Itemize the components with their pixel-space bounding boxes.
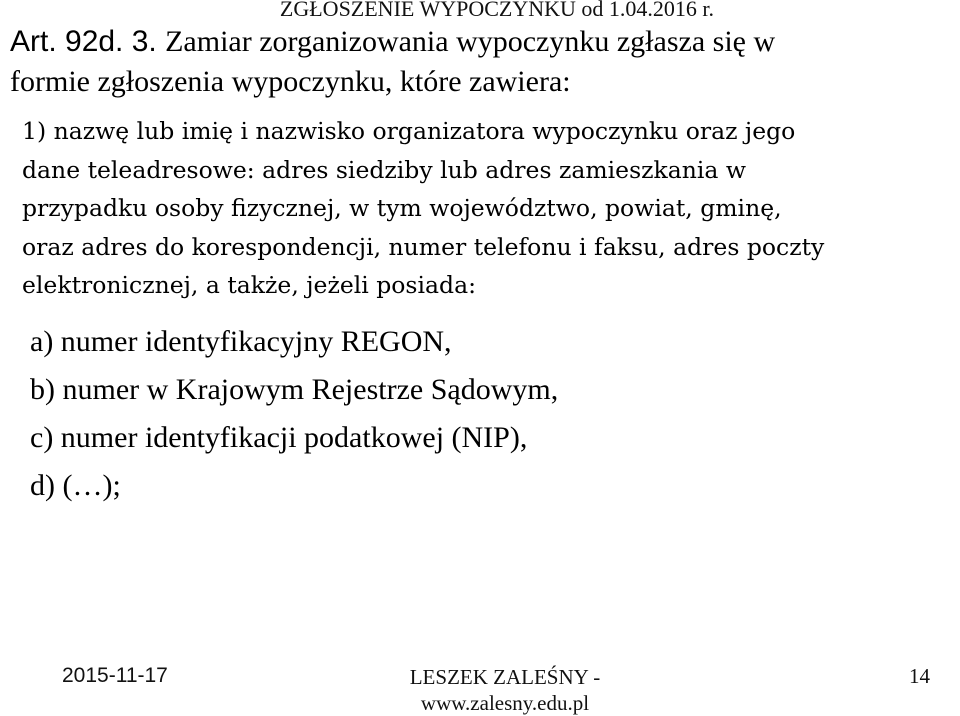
body-paragraph [22,112,957,305]
list-item-d: d) (…); [30,469,121,502]
list-item-a: a) numer identyfikacyjny REGON, [30,325,452,358]
footer-page-number: 14 [909,664,930,688]
body-line: elektronicznej, a także, jeżeli posiada: [22,271,476,299]
title-line-2: formie zgłoszenia wypoczynku, które zawiera: [10,65,571,98]
list-item-b: b) numer w Krajowym Rejestrze Sądowym, [30,373,559,406]
body-line: oraz adres do korespondencji, numer telefonu i faksu, adres poczty [22,232,825,261]
footer-author-name: LESZEK ZALEŚNY - [409,665,601,689]
body-line: przypadku osoby fizycznej, w tym województwo, powiat, gminę, [22,194,782,222]
title-line-1 [10,22,955,62]
slide-title [10,22,955,102]
footer-author [395,664,615,716]
body-line: dane teleadresowe: adres siedziby lub adres zamieszkania w [22,155,747,184]
slide-header: ZGŁOSZENIE WYPOCZYNKU od 1.04.2016 r. [279,0,714,21]
article-prefix: Art. 92d. 3. [10,25,166,58]
list-item-c: c) numer identyfikacji podatkowej (NIP), [30,421,528,454]
footer-date: 2015-11-17 [62,664,168,687]
body-line: 1) nazwę lub imię i nazwisko organizatora wypoczynku oraz jego [22,117,796,145]
identifier-list [30,318,558,510]
footer-author-website: www.zalesny.edu.pl [420,691,590,715]
title-line-1-text: Zamiar zorganizowania wypoczynku zgłasza się w [165,25,776,58]
